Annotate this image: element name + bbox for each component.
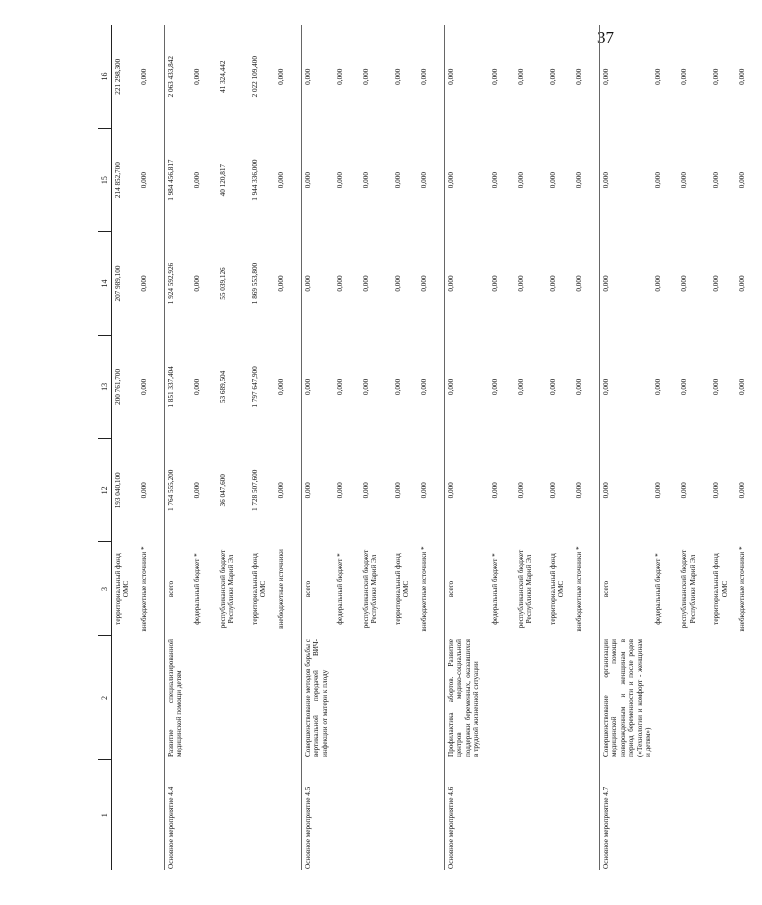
amount-cell: 1 797 647,900 — [251, 366, 259, 408]
amount-cell: 0,000 — [600, 232, 653, 335]
activity-name-cell — [736, 760, 762, 870]
activity-name-cell: Основное мероприятие 4.4 — [165, 760, 192, 870]
amount-cell: 0,000 — [654, 482, 663, 499]
amount-cell: 214 852,700 — [112, 128, 139, 231]
activity-description-cell — [515, 636, 547, 760]
amount-cell: 0,000 — [549, 172, 557, 189]
amount-cell: 0,000 — [517, 275, 525, 292]
activity-description-cell: Профилактика абортов. Развитие центров медико-социальной поддержки беременных, оказавшихся в трудной жизненной ситуации — [445, 636, 490, 760]
amount-cell: 0,000 — [140, 482, 148, 499]
amount-cell: 0,000 — [336, 68, 344, 85]
amount-cell: 221 298,300 — [112, 25, 139, 128]
activity-description-cell — [710, 636, 736, 760]
amount-cell: 0,000 — [420, 275, 428, 292]
amount-cell: 0,000 — [575, 172, 583, 189]
amount-cell: 0,000 — [302, 128, 335, 231]
funding-source-cell: всего — [302, 542, 335, 636]
amount-cell: 0,000 — [738, 275, 747, 292]
amount-cell: 0,000 — [336, 482, 344, 499]
amount-cell: 0,000 — [394, 275, 402, 292]
table-row — [191, 25, 217, 870]
amount-cell: 0,000 — [193, 275, 201, 292]
table-row — [573, 25, 600, 870]
activity-description-cell: Совершенствование организации медицинской помощи новорожденным и женщинам в период беременности и после родов («Технологии и комфорт - женщинам и детям») — [600, 636, 653, 760]
amount-cell: 0,000 — [575, 68, 583, 85]
table-row — [138, 25, 165, 870]
amount-cell: 0,000 — [302, 335, 335, 438]
amount-cell: 0,000 — [277, 172, 285, 189]
amount-cell: 0,000 — [491, 378, 499, 395]
funding-table — [98, 25, 762, 870]
amount-cell: 0,000 — [445, 232, 490, 335]
amount-cell: 0,000 — [491, 482, 499, 499]
activity-description-cell — [360, 636, 392, 760]
header-col-13: 13 — [98, 335, 112, 438]
amount-cell: 0,000 — [445, 25, 490, 128]
activity-name-cell — [652, 760, 678, 870]
funding-source-cell: внебюджетные источники * — [420, 546, 428, 632]
amount-cell: 36 047,600 — [219, 474, 227, 507]
amount-cell: 53 689,504 — [219, 370, 227, 404]
activity-description-cell — [191, 636, 217, 760]
amount-cell: 2 022 109,400 — [251, 56, 259, 98]
amount-cell: 1 984 456,817 — [165, 128, 192, 231]
amount-cell: 0,000 — [277, 68, 285, 85]
amount-cell: 0,000 — [193, 172, 201, 189]
amount-cell: 0,000 — [654, 275, 663, 292]
header-row — [98, 25, 112, 870]
amount-cell: 2 063 433,842 — [165, 25, 192, 128]
amount-cell: 0,000 — [420, 68, 428, 85]
header-col-15: 15 — [98, 128, 112, 231]
amount-cell: 0,000 — [712, 482, 721, 499]
amount-cell: 200 761,700 — [112, 335, 139, 438]
amount-cell: 1 764 555,200 — [165, 439, 192, 542]
activity-name-cell: Основное мероприятие 4.6 — [445, 760, 490, 870]
amount-cell: 0,000 — [712, 275, 721, 292]
table-row — [710, 25, 736, 870]
page-number: 37 — [597, 28, 614, 47]
activity-description-cell — [547, 636, 573, 760]
amount-cell: 0,000 — [491, 68, 499, 85]
amount-cell: 0,000 — [680, 68, 689, 85]
table-row — [165, 25, 192, 870]
amount-cell: 0,000 — [600, 335, 653, 438]
amount-cell: 0,000 — [140, 172, 148, 189]
amount-cell: 0,000 — [420, 378, 428, 395]
amount-cell: 0,000 — [738, 68, 747, 85]
amount-cell: 1 924 592,926 — [165, 232, 192, 335]
activity-description-cell — [392, 636, 418, 760]
activity-name-cell: Основное мероприятие 4.7 — [600, 760, 653, 870]
amount-cell: 0,000 — [549, 68, 557, 85]
amount-cell: 0,000 — [680, 482, 689, 499]
amount-cell: 0,000 — [491, 275, 499, 292]
activity-name-cell — [418, 760, 445, 870]
amount-cell: 0,000 — [394, 68, 402, 85]
activity-description-cell — [489, 636, 515, 760]
amount-cell: 0,000 — [517, 68, 525, 85]
amount-cell: 0,000 — [193, 482, 201, 499]
funding-source-cell: всего — [445, 542, 490, 636]
table-row — [515, 25, 547, 870]
amount-cell: 0,000 — [140, 378, 148, 395]
amount-cell: 0,000 — [549, 378, 557, 395]
amount-cell: 0,000 — [277, 275, 285, 292]
amount-cell: 0,000 — [491, 172, 499, 189]
table-row — [392, 25, 418, 870]
activity-description-cell — [652, 636, 678, 760]
amount-cell: 0,000 — [600, 439, 653, 542]
funding-source-cell: внебюджетные источники * — [140, 546, 148, 632]
table-row — [445, 25, 490, 870]
activity-description-cell: Совершенствование методов борьбы с вертикальной передачей ВИЧ-инфекции от матери к плоду — [302, 636, 335, 760]
header-col-12: 12 — [98, 439, 112, 542]
table-row — [547, 25, 573, 870]
amount-cell: 0,000 — [420, 482, 428, 499]
amount-cell: 0,000 — [712, 378, 721, 395]
activity-name-cell — [112, 760, 139, 870]
activity-name-cell — [678, 760, 710, 870]
amount-cell: 0,000 — [394, 172, 402, 189]
funding-source-cell: всего — [600, 542, 653, 636]
activity-name-cell — [217, 760, 249, 870]
funding-source-cell: территориальный фонд ОМС — [549, 553, 566, 625]
amount-cell: 0,000 — [654, 68, 663, 85]
funding-source-cell: республиканский бюджет Республики Марий Эл — [362, 549, 379, 629]
activity-name-cell — [573, 760, 600, 870]
table-row — [112, 25, 139, 870]
header-col-14: 14 — [98, 232, 112, 335]
activity-description-cell — [736, 636, 762, 760]
amount-cell: 0,000 — [140, 68, 148, 85]
amount-cell: 0,000 — [193, 378, 201, 395]
funding-source-cell: федеральный бюджет * — [193, 553, 201, 625]
amount-cell: 0,000 — [394, 482, 402, 499]
amount-cell: 0,000 — [680, 275, 689, 292]
activity-description-cell — [112, 636, 139, 760]
amount-cell: 0,000 — [445, 439, 490, 542]
table-row — [489, 25, 515, 870]
funding-source-cell: федеральный бюджет * — [654, 553, 663, 625]
amount-cell: 0,000 — [680, 172, 689, 189]
funding-source-cell: территориальный фонд ОМС — [112, 542, 139, 636]
amount-cell: 207 989,100 — [112, 232, 139, 335]
table-row — [418, 25, 445, 870]
amount-cell: 0,000 — [445, 335, 490, 438]
amount-cell: 0,000 — [738, 172, 747, 189]
table-row — [217, 25, 249, 870]
activity-name-cell — [710, 760, 736, 870]
amount-cell: 0,000 — [302, 439, 335, 542]
activity-name-cell — [515, 760, 547, 870]
funding-source-cell: территориальный фонд ОМС — [251, 553, 268, 625]
activity-name-cell: Основное мероприятие 4.5 — [302, 760, 335, 870]
amount-cell: 0,000 — [680, 378, 689, 395]
funding-source-cell: внебюджетные источники * — [575, 546, 583, 632]
amount-cell: 0,000 — [517, 378, 525, 395]
amount-cell: 0,000 — [193, 68, 201, 85]
amount-cell: 0,000 — [575, 275, 583, 292]
amount-cell: 0,000 — [575, 378, 583, 395]
activity-description-cell — [249, 636, 275, 760]
table-row — [360, 25, 392, 870]
amount-cell: 0,000 — [712, 172, 721, 189]
table-row — [249, 25, 275, 870]
table-row — [275, 25, 302, 870]
table-row — [302, 25, 335, 870]
rotated-table-wrapper — [98, 25, 747, 870]
header-col-1: 1 — [98, 760, 112, 870]
amount-cell: 0,000 — [277, 482, 285, 499]
activity-name-cell — [275, 760, 302, 870]
amount-cell: 0,000 — [600, 128, 653, 231]
amount-cell: 0,000 — [362, 482, 370, 499]
table-row — [334, 25, 360, 870]
activity-name-cell — [360, 760, 392, 870]
activity-description-cell — [678, 636, 710, 760]
amount-cell: 0,000 — [420, 172, 428, 189]
table-row — [600, 25, 653, 870]
header-col-16: 16 — [98, 25, 112, 128]
amount-cell: 1 944 336,000 — [251, 159, 259, 201]
activity-name-cell — [392, 760, 418, 870]
funding-source-cell: территориальный фонд ОМС — [712, 553, 729, 625]
header-col-2: 2 — [98, 636, 112, 760]
amount-cell: 0,000 — [738, 378, 747, 395]
funding-source-cell: республиканский бюджет Республики Марий Эл — [517, 549, 534, 629]
activity-name-cell — [191, 760, 217, 870]
amount-cell: 193 040,100 — [112, 439, 139, 542]
table-row — [652, 25, 678, 870]
amount-cell: 0,000 — [277, 378, 285, 395]
amount-cell: 0,000 — [549, 482, 557, 499]
amount-cell: 1 728 507,600 — [251, 469, 259, 511]
activity-description-cell — [418, 636, 445, 760]
funding-source-cell: внебюджетные источники * — [738, 546, 747, 632]
funding-source-cell: федеральный бюджет * — [336, 553, 344, 625]
amount-cell: 0,000 — [517, 172, 525, 189]
amount-cell: 55 039,126 — [219, 267, 227, 300]
amount-cell: 0,000 — [362, 68, 370, 85]
table-row — [678, 25, 710, 870]
table-body — [112, 25, 762, 870]
amount-cell: 0,000 — [654, 172, 663, 189]
amount-cell: 0,000 — [336, 172, 344, 189]
activity-description-cell — [334, 636, 360, 760]
amount-cell: 0,000 — [336, 275, 344, 292]
funding-source-cell: федеральный бюджет * — [491, 553, 499, 625]
activity-description-cell — [275, 636, 302, 760]
amount-cell: 0,000 — [362, 172, 370, 189]
amount-cell: 0,000 — [394, 378, 402, 395]
header-col-3: 3 — [98, 542, 112, 636]
amount-cell: 0,000 — [517, 482, 525, 499]
amount-cell: 0,000 — [140, 275, 148, 292]
funding-source-cell: внебюджетные источники — [277, 549, 285, 629]
activity-name-cell — [334, 760, 360, 870]
amount-cell: 0,000 — [302, 25, 335, 128]
amount-cell: 0,000 — [445, 128, 490, 231]
funding-source-cell: территориальный фонд ОМС — [394, 553, 411, 625]
amount-cell: 40 120,817 — [219, 163, 227, 197]
amount-cell: 0,000 — [654, 378, 663, 395]
activity-description-cell — [217, 636, 249, 760]
funding-source-cell: республиканский бюджет Республики Марий Эл — [680, 549, 697, 629]
amount-cell: 0,000 — [362, 275, 370, 292]
amount-cell: 0,000 — [738, 482, 747, 499]
amount-cell: 0,000 — [336, 378, 344, 395]
table-row — [736, 25, 762, 870]
amount-cell: 41 324,442 — [219, 60, 227, 93]
amount-cell: 0,000 — [600, 25, 653, 128]
funding-source-cell: республиканский бюджет Республики Марий Эл — [219, 549, 236, 629]
activity-name-cell — [489, 760, 515, 870]
activity-description-cell — [573, 636, 600, 760]
amount-cell: 0,000 — [575, 482, 583, 499]
amount-cell: 0,000 — [302, 232, 335, 335]
activity-name-cell — [547, 760, 573, 870]
amount-cell: 1 851 337,404 — [165, 335, 192, 438]
amount-cell: 0,000 — [712, 68, 721, 85]
activity-name-cell — [138, 760, 165, 870]
activity-description-cell — [138, 636, 165, 760]
amount-cell: 0,000 — [362, 378, 370, 395]
amount-cell: 1 869 553,800 — [251, 262, 259, 305]
activity-description-cell: Развитие специализированной медицинской помощи детям — [165, 636, 192, 760]
activity-name-cell — [249, 760, 275, 870]
funding-source-cell: всего — [165, 542, 192, 636]
amount-cell: 0,000 — [549, 275, 557, 292]
